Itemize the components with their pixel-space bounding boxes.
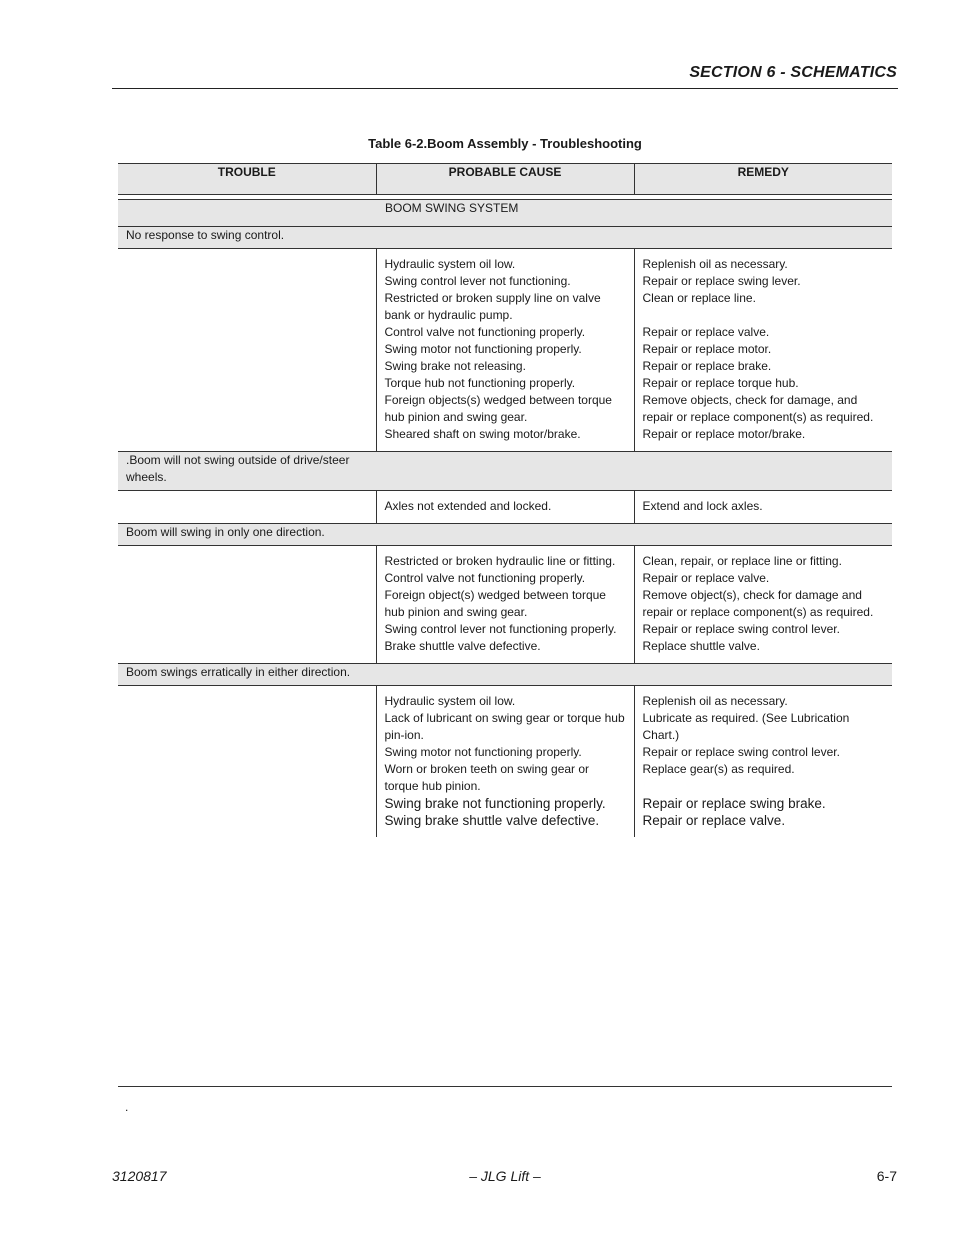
cause-cell: Sheared shaft on swing motor/brake.: [376, 426, 634, 452]
troubleshooting-table: [118, 163, 892, 837]
remedy-cell: Repair or replace valve.: [634, 570, 892, 587]
table-header-row: [118, 164, 892, 195]
remedy-cell: Lubricate as required. (See Lubrication Chart.): [634, 710, 892, 744]
remedy-cell: Clean or replace line.: [634, 290, 892, 324]
remedy-cell: Repair or replace motor.: [634, 341, 892, 358]
trouble-row: [118, 664, 892, 686]
system-label: BOOM SWING SYSTEM: [376, 200, 892, 227]
table-bottom-rule: [118, 1086, 892, 1087]
trouble-text: No response to swing control.: [118, 227, 892, 249]
table-title: Table 6-2.Boom Assembly - Troubleshooting: [368, 136, 642, 151]
cause-cell: Swing motor not functioning properly.: [376, 341, 634, 358]
remedy-cell: Repair or replace valve.: [634, 812, 892, 837]
table-row: [118, 426, 892, 452]
cause-cell: Swing control lever not functioning properly.: [376, 621, 634, 638]
cause-cell: Restricted or broken hydraulic line or fitting.: [376, 546, 634, 571]
remedy-cell: Replenish oil as necessary.: [634, 249, 892, 274]
table-row: [118, 686, 892, 711]
cause-cell: Control valve not functioning properly.: [376, 570, 634, 587]
remedy-cell: Repair or replace valve.: [634, 324, 892, 341]
table-row: [118, 375, 892, 392]
remedy-cell: Replenish oil as necessary.: [634, 686, 892, 711]
cause-cell: Foreign objects(s) wedged between torque hub pinion and swing gear.: [376, 392, 634, 426]
cause-cell: Swing motor not functioning properly.: [376, 744, 634, 761]
document-number: 3120817: [112, 1168, 167, 1184]
table-row: [118, 341, 892, 358]
remedy-cell: Clean, repair, or replace line or fitting.: [634, 546, 892, 571]
table-row: [118, 546, 892, 571]
column-header-cause: PROBABLE CAUSE: [376, 164, 634, 195]
cause-cell: Control valve not functioning properly.: [376, 324, 634, 341]
remedy-cell: Replace gear(s) as required.: [634, 761, 892, 795]
table-row: [118, 744, 892, 761]
footnote: .: [125, 1100, 129, 1114]
table-row: [118, 795, 892, 812]
table-row: [118, 570, 892, 587]
table-row: [118, 587, 892, 621]
cause-cell: Torque hub not functioning properly.: [376, 375, 634, 392]
cause-cell: Swing control lever not functioning.: [376, 273, 634, 290]
remedy-cell: Repair or replace swing brake.: [634, 795, 892, 812]
remedy-cell: Extend and lock axles.: [634, 491, 892, 524]
remedy-cell: Repair or replace swing lever.: [634, 273, 892, 290]
table-row: [118, 273, 892, 290]
cause-cell: Hydraulic system oil low.: [376, 249, 634, 274]
table-row: [118, 290, 892, 324]
cause-cell: Swing brake not releasing.: [376, 358, 634, 375]
table-row: [118, 638, 892, 664]
cause-cell: Hydraulic system oil low.: [376, 686, 634, 711]
cause-cell: Worn or broken teeth on swing gear or torque hub pinion.: [376, 761, 634, 795]
remedy-cell: Repair or replace motor/brake.: [634, 426, 892, 452]
cause-cell: Lack of lubricant on swing gear or torque hub pin-ion.: [376, 710, 634, 744]
cause-cell: Swing brake shuttle valve defective.: [376, 812, 634, 837]
section-title: SECTION 6 - SCHEMATICS: [689, 64, 897, 81]
table-row: [118, 358, 892, 375]
trouble-row: [118, 227, 892, 249]
remedy-cell: Remove object(s), check for damage and repair or replace component(s) as required.: [634, 587, 892, 621]
column-header-remedy: REMEDY: [634, 164, 892, 195]
table-row: [118, 761, 892, 795]
remedy-cell: Repair or replace swing control lever.: [634, 744, 892, 761]
table-row: [118, 621, 892, 638]
table-row: [118, 491, 892, 524]
header-rule: [112, 88, 898, 89]
trouble-text: Boom swings erratically in either direction.: [118, 664, 892, 686]
cause-cell: Axles not extended and locked.: [376, 491, 634, 524]
table-row: [118, 324, 892, 341]
remedy-cell: Replace shuttle valve.: [634, 638, 892, 664]
trouble-text: .Boom will not swing outside of drive/steer wheels.: [118, 452, 376, 491]
column-header-trouble: TROUBLE: [118, 164, 376, 195]
table-row: [118, 812, 892, 837]
cause-cell: Foreign object(s) wedged between torque hub pinion and swing gear.: [376, 587, 634, 621]
table-row: [118, 710, 892, 744]
trouble-text: Boom will swing in only one direction.: [118, 524, 892, 546]
remedy-cell: Repair or replace torque hub.: [634, 375, 892, 392]
cause-cell: Brake shuttle valve defective.: [376, 638, 634, 664]
system-row: [118, 200, 892, 227]
footer-brand: – JLG Lift –: [469, 1168, 541, 1184]
trouble-row: [118, 524, 892, 546]
table-row: [118, 392, 892, 426]
remedy-cell: Repair or replace brake.: [634, 358, 892, 375]
remedy-cell: Repair or replace swing control lever.: [634, 621, 892, 638]
cause-cell: Restricted or broken supply line on valve bank or hydraulic pump.: [376, 290, 634, 324]
table-row: [118, 249, 892, 274]
cause-cell: Swing brake not functioning properly.: [376, 795, 634, 812]
page-number: 6-7: [876, 1168, 897, 1184]
trouble-row: [118, 452, 892, 491]
remedy-cell: Remove objects, check for damage, and repair or replace component(s) as required.: [634, 392, 892, 426]
